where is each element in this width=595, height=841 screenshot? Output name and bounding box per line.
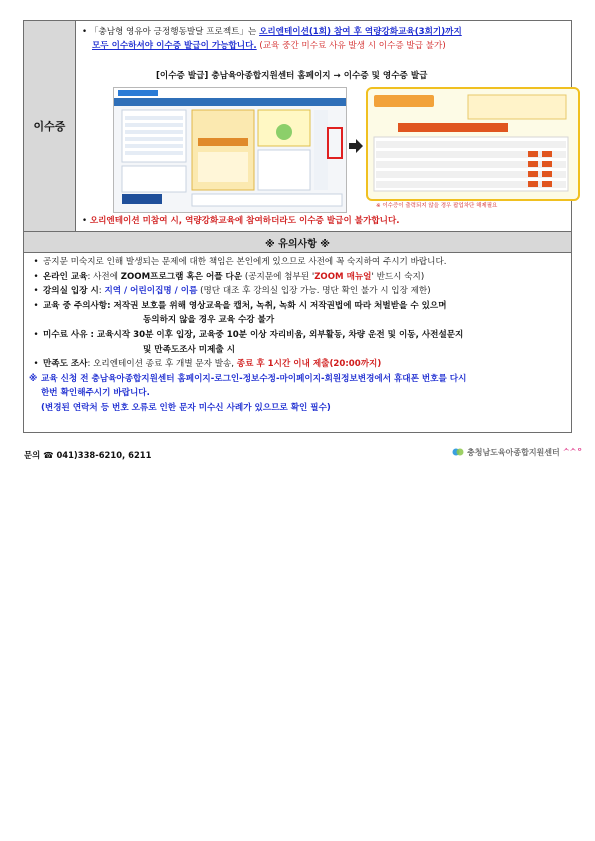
notice-list (29, 255, 569, 416)
notice-item: • 공지문 미숙지로 인해 발생되는 문제에 대한 책임은 본인에게 있으므로 사전에 꼭 숙지하여 주시기 바랍니다. (33, 257, 447, 267)
logo-decoration: ᄉᄉᄋ (562, 448, 584, 456)
notice-header: ※ 유의사항 ※ (24, 231, 571, 253)
notice-item-copyright-cont: 동의하지 않을 경우 교육 수강 불가 (143, 315, 275, 326)
screenshot-caption: ※ 이수증이 출력되지 않을 경우 팝업차단 해제필요 (376, 203, 498, 209)
homepage-screenshot (113, 87, 347, 213)
intro-text: • 「충남형 영유아 긍정행동발달 프로젝트」는 오리엔테이션(1회) 참여 후 역량강화교육(3회기)까지 모두 이수하셔야 이수증 발급이 가능합니다. (교육 중간 미수료 사유 발생 시 이수증 발급 불가) (82, 27, 462, 51)
homepage-illustration (114, 88, 346, 212)
notice-item-copyright: • 교육 중 주의사항: 저작권 보호를 위해 영상교육을 캡처, 녹취, 녹화 시 저작권법에 따라 처벌받을 수 있으며 (33, 300, 447, 311)
notice-item-incomplete: • 미수료 사유 : 교육시작 30분 이후 입장, 교육중 10분 이상 자리비움, 외부활동, 차량 운전 및 이동, 사전설문지 (33, 329, 464, 340)
notice-item-incomplete-cont: 및 만족도조사 미제출 시 (143, 344, 235, 355)
intro-plain: 「충남형 영유아 긍정행동발달 프로젝트」는 (89, 27, 260, 37)
info-table (23, 20, 572, 433)
phone-check-notice-cont: 한번 확인해주시기 바랍니다. (41, 388, 150, 399)
notice-item-survey: • 만족도 조사: 오리엔테이션 종료 후 개별 문자 발송, 종료 후 1시간 이내 제출(20:00까지) (33, 359, 382, 370)
phone-check-notice: ※ 교육 신청 전 충남육아종합지원센터 홈페이지-로그인-정보수정-마이페이지-회원정보변경에서 휴대폰 번호를 다시 (29, 373, 467, 384)
section-label: 이수증 (24, 21, 76, 231)
certificate-page-screenshot (366, 87, 580, 201)
logo-icon (452, 446, 464, 458)
center-logo (452, 446, 583, 458)
intro-warning: (교육 중간 미수료 사유 발생 시 이수증 발급 불가) (256, 41, 446, 51)
certificate-cell (76, 21, 571, 231)
logo-text: 충청남도육아종합지원센터 (467, 447, 560, 457)
contact-info: 문의 ☎ 041)338-6210, 6211 (24, 450, 152, 460)
phone-check-notice-note: (변경된 연락처 등 번호 오류로 인한 문자 미수신 사례가 있으므로 확인 필수) (41, 402, 331, 413)
intro-emphasis-1: 오리엔테이션(1회) 참여 후 역량강화교육(3회기)까지 (259, 27, 462, 37)
arrow-right-icon (349, 139, 363, 153)
notice-item-online: • 온라인 교육: 사전에 ZOOM프로그램 혹은 어플 다운 (공지문에 첨부된 'ZOOM 매뉴얼' 반드시 숙지) (33, 271, 425, 282)
certificate-page-illustration (368, 89, 574, 195)
notice-item-entry: • 강의실 입장 시: 지역 / 어린이집명 / 이름 (명단 대조 후 강의실 입장 가능. 명단 확인 불가 시 입장 제한) (33, 286, 431, 297)
warning-message: 오리엔테이션 미참여 시, 역량강화교육에 참여하더라도 이수증 발급이 불가합니다. (89, 216, 400, 226)
warning-text: • 오리엔테이션 미참여 시, 역량강화교육에 참여하더라도 이수증 발급이 불가합니다. (82, 216, 400, 226)
steps-title: [이수증 발급] 충남육아종합지원센터 홈페이지 → 이수증 및 영수증 발급 (156, 71, 428, 81)
intro-emphasis-2: 모두 이수하셔야 이수증 발급이 가능합니다. (92, 41, 257, 51)
